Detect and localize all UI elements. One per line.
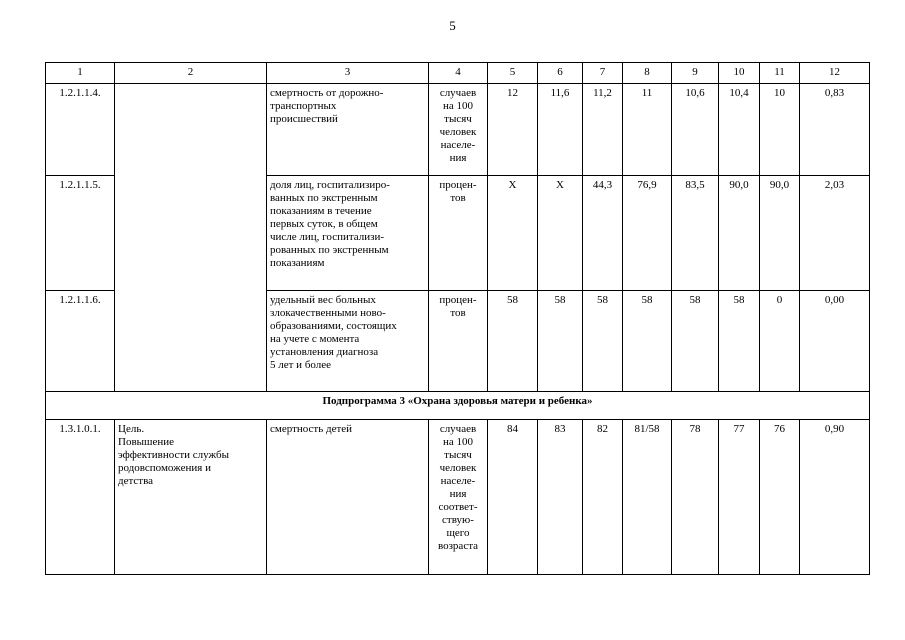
indicator-code: 1.2.1.1.4. [46,84,115,176]
value-cell: 11 [623,84,672,176]
value-cell: 82 [583,420,623,575]
header-cell: 4 [429,63,488,84]
subprogram-row [46,392,870,420]
value-cell: 44,3 [583,176,623,291]
value-cell: 84 [488,420,538,575]
header-cell: 2 [115,63,267,84]
goal-cell-empty [115,84,267,392]
table-header-row [46,63,870,84]
header-cell: 6 [538,63,583,84]
value-cell: 10,6 [672,84,719,176]
header-cell: 10 [719,63,760,84]
indicator-unit: процен- тов [429,176,488,291]
header-cell: 1 [46,63,115,84]
value-cell: 77 [719,420,760,575]
value-cell: 58 [672,291,719,392]
value-cell: 11,2 [583,84,623,176]
indicator-code: 1.2.1.1.5. [46,176,115,291]
value-cell: 76 [760,420,800,575]
header-cell: 8 [623,63,672,84]
page-number: 5 [449,18,456,33]
value-cell: 83 [538,420,583,575]
value-cell: 78 [672,420,719,575]
indicator-unit: процен- тов [429,291,488,392]
value-cell: 58 [488,291,538,392]
indicator-code: 1.2.1.1.6. [46,291,115,392]
indicator-name: смертность детей [267,420,429,575]
value-cell: X [538,176,583,291]
value-cell: 2,03 [800,176,870,291]
value-cell: 0 [760,291,800,392]
indicator-unit: случаев на 100 тысяч человек населе- ния соответ- ствую- щего возраста [429,420,488,575]
indicator-name: удельный вес больных злокачественными ново- образованиями, состоящих на учете с момента установления диагноза 5 лет и более [267,291,429,392]
header-cell: 11 [760,63,800,84]
value-cell: 58 [538,291,583,392]
value-cell: 90,0 [719,176,760,291]
goal-text: Цель. Повышение эффективности службы родовспоможения и детства [115,420,267,575]
value-cell: 58 [719,291,760,392]
value-cell: 58 [583,291,623,392]
value-cell: 10 [760,84,800,176]
value-cell: 58 [623,291,672,392]
header-cell: 5 [488,63,538,84]
value-cell: 10,4 [719,84,760,176]
indicator-table [45,62,870,575]
indicator-unit: случаев на 100 тысяч человек населе- ния [429,84,488,176]
value-cell: 12 [488,84,538,176]
value-cell: 11,6 [538,84,583,176]
indicator-code: 1.3.1.0.1. [46,420,115,575]
header-cell: 9 [672,63,719,84]
header-cell: 7 [583,63,623,84]
table-row [46,84,870,176]
value-cell: X [488,176,538,291]
table-row [46,420,870,575]
indicator-name: смертность от дорожно- транспортных происшествий [267,84,429,176]
header-cell: 3 [267,63,429,84]
value-cell: 81/58 [623,420,672,575]
value-cell: 0,00 [800,291,870,392]
value-cell: 0,83 [800,84,870,176]
value-cell: 76,9 [623,176,672,291]
subprogram-title: Подпрограмма 3 «Охрана здоровья матери и ребенка» [46,392,870,420]
indicator-name: доля лиц, госпитализиро- ванных по экстренным показаниям в течение первых суток, в общем числе лиц, госпитализи- рованных по экстренным показаниям [267,176,429,291]
value-cell: 83,5 [672,176,719,291]
value-cell: 0,90 [800,420,870,575]
value-cell: 90,0 [760,176,800,291]
header-cell: 12 [800,63,870,84]
